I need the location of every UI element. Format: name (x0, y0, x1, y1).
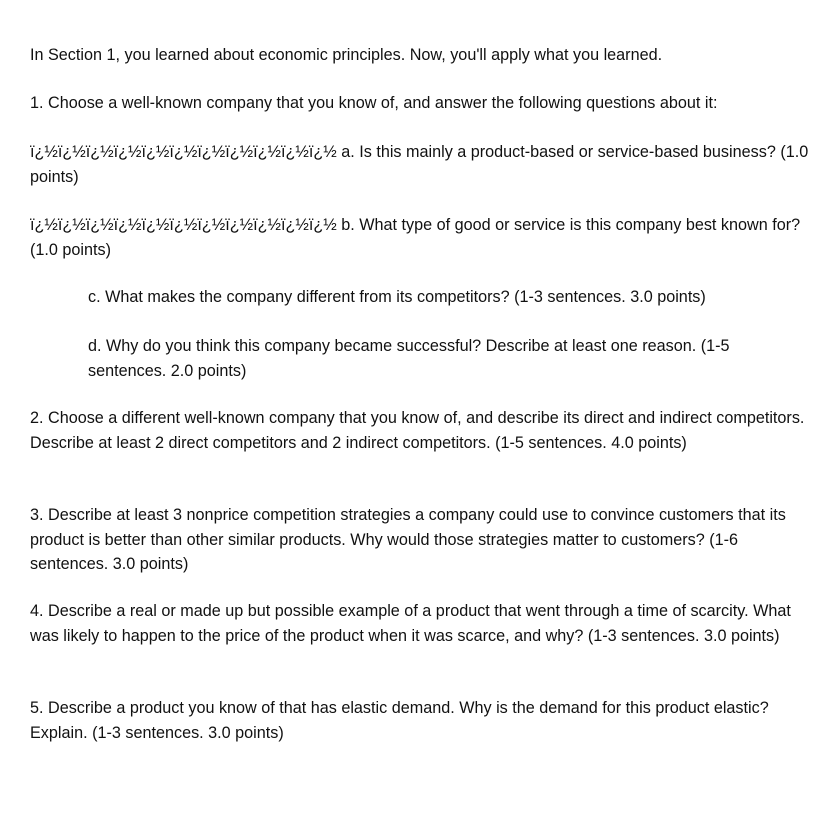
question-5: 5. Describe a product you know of that has elastic demand. Why is the demand for this product elastic? Explain. (1-3 sentences. 3.0 points) (30, 699, 769, 742)
question-1b: ï¿½ï¿½ï¿½ï¿½ï¿½ï¿½ï¿½ï¿½ï¿½ï¿½ï¿½ b. What type of good or service is this company best known for? (1.0 points) (30, 216, 801, 259)
question-1: 1. Choose a well-known company that you know of, and answer the following questions about it: (30, 94, 718, 112)
question-2: 2. Choose a different well-known company that you know of, and describe its direct and indirect competitors. Describe at least 2 direct competitors and 2 indirect competitors. (1-5 sentences. 4.0 points) (30, 409, 805, 452)
intro-text: In Section 1, you learned about economic principles. Now, you'll apply what you learned. (30, 46, 663, 64)
question-1d: d. Why do you think this company became successful? Describe at least one reason. (1-5 sentences. 2.0 points) (88, 337, 730, 380)
question-1c: c. What makes the company different from its competitors? (1-3 sentences. 3.0 points) (88, 288, 706, 306)
question-1a: ï¿½ï¿½ï¿½ï¿½ï¿½ï¿½ï¿½ï¿½ï¿½ï¿½ï¿½ a. Is this mainly a product-based or service-based business? (1.0 points) (30, 143, 809, 186)
question-4: 4. Describe a real or made up but possible example of a product that went through a time of scarcity. What was likely to happen to the price of the product when it was scarce, and why? (1-3 sentences. 3.0 points) (30, 602, 791, 645)
question-3: 3. Describe at least 3 nonprice competition strategies a company could use to convince customers that its product is better than other similar products. Why would those strategies matter to customers? (1-6 sentences. 3.0 points) (30, 506, 786, 573)
